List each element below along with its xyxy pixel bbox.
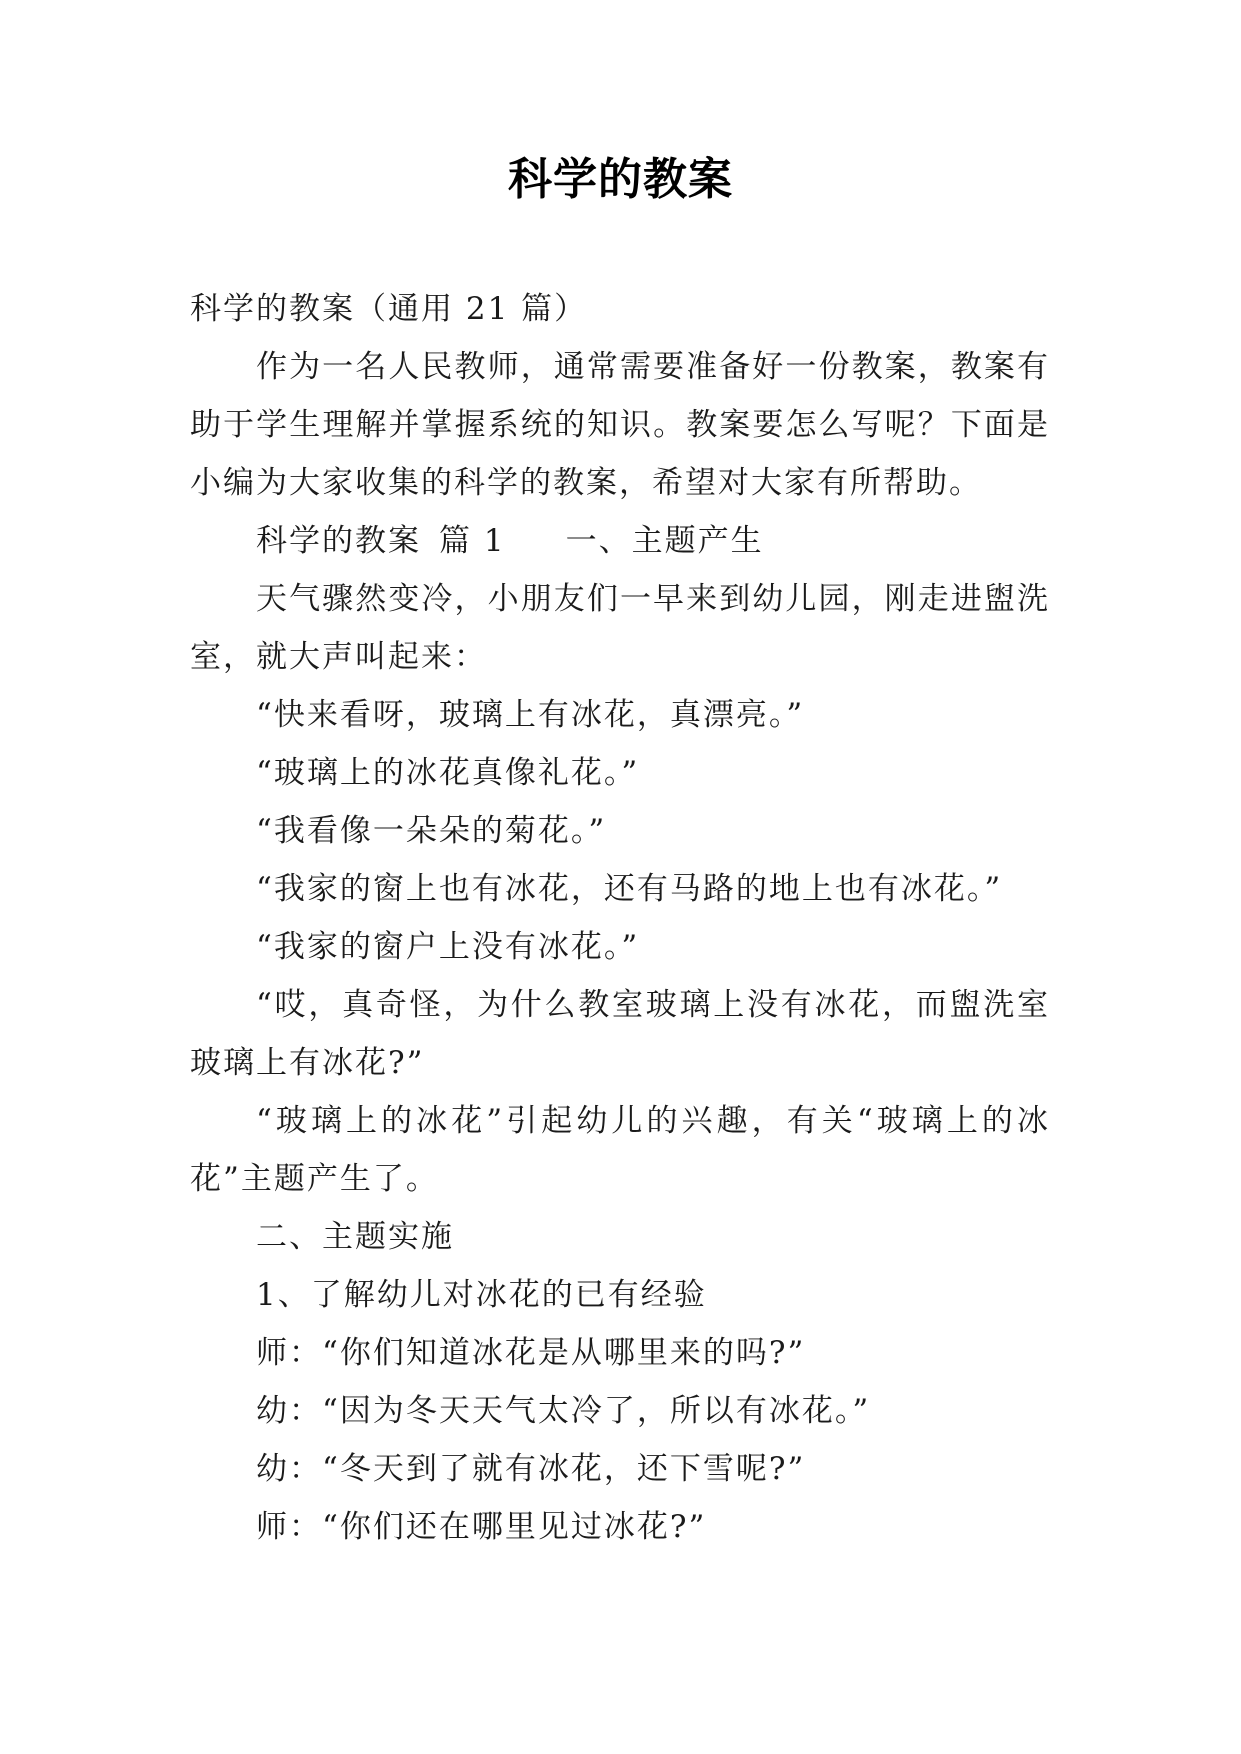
paragraph: “我家的窗上也有冰花，还有马路的地上也有冰花。” <box>256 871 1003 907</box>
paragraph: 幼：“因为冬天天气太冷了，所以有冰花。” <box>256 1393 871 1429</box>
intro-paragraph: 作为一名人民教师，通常需要准备好一份教案，教案有助于学生理解并掌握系统的知识。教案要怎么写呢？下面是小编为大家收集的科学的教案，希望对大家有所帮助。 <box>190 349 1050 501</box>
paragraph: 二、主题实施 <box>256 1219 454 1255</box>
paragraph: “快来看呀，玻璃上有冰花，真漂亮。” <box>256 697 805 733</box>
section-heading: 一、主题产生 <box>565 523 764 559</box>
paragraph: 师：“你们还在哪里见过冰花?” <box>256 1509 707 1545</box>
document-body <box>190 280 1050 1556</box>
paragraph: “我家的窗户上没有冰花。” <box>256 929 640 965</box>
section-number: 篇 1 <box>439 523 506 559</box>
paragraph: 天气骤然变冷，小朋友们一早来到幼儿园，刚走进盥洗室，就大声叫起来： <box>190 581 1050 675</box>
paragraph: “哎，真奇怪，为什么教室玻璃上没有冰花，而盥洗室玻璃上有冰花?” <box>190 987 1050 1081</box>
paragraph: “玻璃上的冰花”引起幼儿的兴趣，有关“玻璃上的冰花”主题产生了。 <box>190 1103 1050 1197</box>
document-title: 科学的教案 <box>508 154 733 205</box>
paragraph: “玻璃上的冰花真像礼花。” <box>256 755 640 791</box>
paragraph: 师：“你们知道冰花是从哪里来的吗?” <box>256 1335 806 1371</box>
paragraph: “我看像一朵朵的菊花。” <box>256 813 607 849</box>
document-subtitle: 科学的教案（通用 21 篇） <box>190 291 588 327</box>
section-heading-line <box>190 512 1050 570</box>
section-label: 科学的教案 <box>256 523 421 559</box>
paragraph: 幼：“冬天到了就有冰花，还下雪呢?” <box>256 1451 806 1487</box>
paragraph: 1、了解幼儿对冰花的已有经验 <box>256 1277 707 1313</box>
